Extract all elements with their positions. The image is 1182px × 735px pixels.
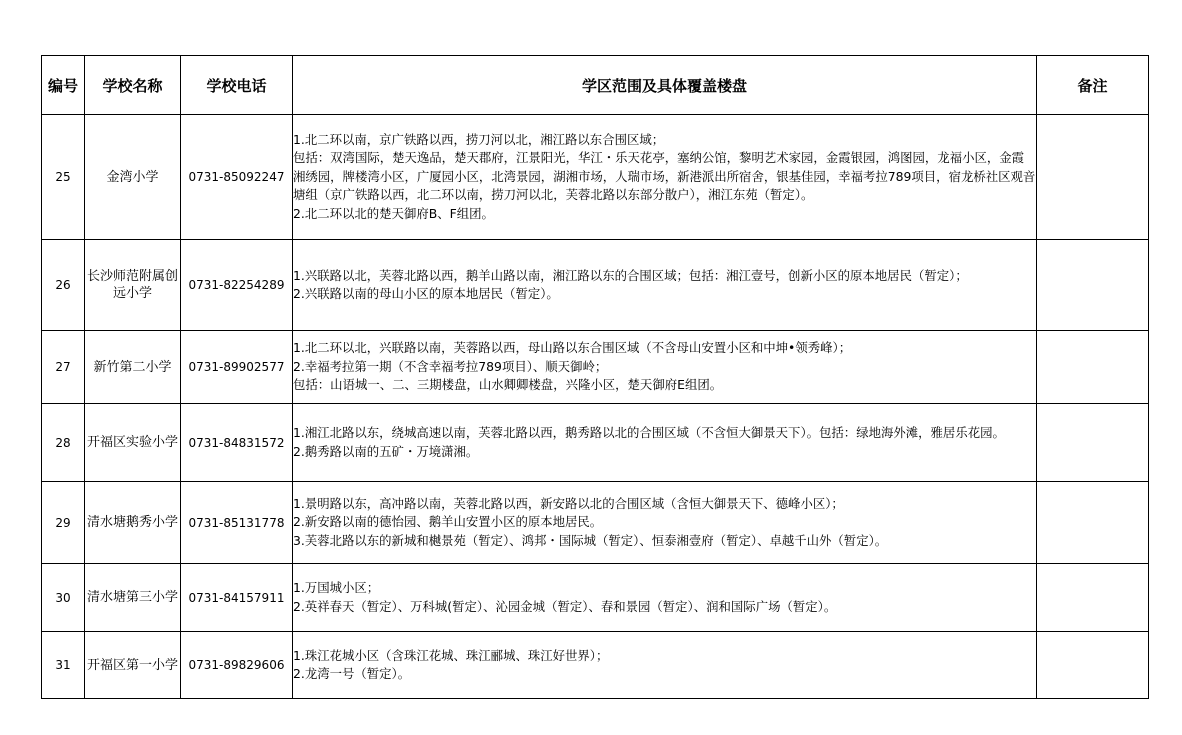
table-row — [42, 632, 1149, 699]
remark — [1037, 482, 1149, 564]
district-scope — [293, 115, 1037, 240]
scope-line: 2.新安路以南的德怡园、鹅羊山安置小区的原本地居民。 — [293, 514, 603, 530]
row-num: 26 — [42, 240, 85, 331]
district-scope — [293, 632, 1037, 699]
scope-line: 1.景明路以东，高冲路以南，芙蓉北路以西，新安路以北的合围区域（含恒大御景天下、德峰小区）； — [293, 495, 844, 511]
district-scope — [293, 331, 1037, 404]
table-row — [42, 115, 1149, 240]
scope-line: 包括：双湾国际，楚天逸品，楚天郡府，江景阳光，华江・乐天花亭，塞纳公馆，黎明艺术家园，金霞银园，鸿图园，龙福小区，金霞湘绣园，牌楼湾小区，广厦园小区，北湾景园，湖湘市场，人瑞市场，新港派出所宿舍，银基佳园，幸福考拉789项目，宿龙桥社区观音塘组（京广铁路以西，北二环以南，捞刀河以北，芙蓉北路以东部分散户），湘江东苑（暂定）。 — [293, 150, 1036, 203]
scope-line: 1.珠江花城小区（含珠江花城、珠江郦城、珠江好世界）； — [293, 647, 609, 663]
scope-line: 1.兴联路以北，芙蓉北路以西，鹅羊山路以南，湘江路以东的合围区域；包括：湘江壹号，创新小区的原本地居民（暂定）； — [293, 267, 968, 283]
scope-line: 1.万国城小区； — [293, 580, 380, 595]
scope-line: 2.英祥春天（暂定）、万科城(暂定）、沁园金城（暂定）、春和景园（暂定）、润和国际广场（暂定）。 — [293, 598, 837, 614]
scope-line: 2.北二环以北的楚天御府B、F组团。 — [293, 205, 494, 221]
table-row — [42, 240, 1149, 331]
district-scope — [293, 564, 1037, 632]
scope-line: 2.龙湾一号（暂定）。 — [293, 666, 411, 681]
header-school-name: 学校名称 — [85, 56, 181, 115]
scope-line: 1.湘江北路以东，绕城高速以南，芙蓉北路以西，鹅秀路以北的合围区域（不含恒大御景天下）。包括：绿地海外滩，雅居乐花园。 — [293, 425, 1005, 440]
school-phone: 0731-84831572 — [181, 404, 293, 482]
remark — [1037, 404, 1149, 482]
school-phone: 0731-89902577 — [181, 331, 293, 404]
table-row — [42, 564, 1149, 632]
header-remark: 备注 — [1037, 56, 1149, 115]
district-scope — [293, 240, 1037, 331]
school-name: 金湾小学 — [85, 115, 181, 240]
district-scope — [293, 404, 1037, 482]
school-name: 开福区第一小学 — [85, 632, 181, 699]
scope-line: 2.兴联路以南的母山小区的原本地居民（暂定）。 — [293, 286, 559, 301]
school-phone: 0731-84157911 — [181, 564, 293, 632]
scope-line: 2.鹅秀路以南的五矿・万境潇湘。 — [293, 443, 479, 459]
school-phone: 0731-89829606 — [181, 632, 293, 699]
scope-line: 1.北二环以北，兴联路以南，芙蓉路以西，母山路以东合围区域（不含母山安置小区和中坤•领秀峰）； — [293, 340, 852, 356]
school-district-table — [41, 55, 1149, 699]
school-name: 开福区实验小学 — [85, 404, 181, 482]
school-phone: 0731-82254289 — [181, 240, 293, 331]
row-num: 30 — [42, 564, 85, 632]
header-district-scope: 学区范围及具体覆盖楼盘 — [293, 56, 1037, 115]
district-scope — [293, 482, 1037, 564]
row-num: 28 — [42, 404, 85, 482]
scope-line: 1.北二环以南，京广铁路以西，捞刀河以北，湘江路以东合围区域； — [293, 131, 665, 147]
row-num: 31 — [42, 632, 85, 699]
table-row — [42, 331, 1149, 404]
remark — [1037, 564, 1149, 632]
school-name: 清水塘第三小学 — [85, 564, 181, 632]
school-name: 长沙师范附属创远小学 — [85, 240, 181, 331]
scope-line: 3.芙蓉北路以东的新城和樾景苑（暂定）、鸿邦・国际城（暂定）、恒泰湘壹府（暂定）、卓越千山外（暂定）。 — [293, 532, 888, 548]
header-num: 编号 — [42, 56, 85, 115]
school-name: 新竹第二小学 — [85, 331, 181, 404]
table-row — [42, 482, 1149, 564]
scope-line: 包括：山语城一、二、三期楼盘，山水卿卿楼盘，兴隆小区，楚天御府E组团。 — [293, 377, 723, 393]
row-num: 27 — [42, 331, 85, 404]
remark — [1037, 331, 1149, 404]
remark — [1037, 115, 1149, 240]
remark — [1037, 632, 1149, 699]
header-row — [42, 56, 1149, 115]
scope-line: 2.幸福考拉第一期（不含幸福考拉789项目）、顺天御岭； — [293, 358, 608, 374]
header-school-phone: 学校电话 — [181, 56, 293, 115]
school-phone: 0731-85131778 — [181, 482, 293, 564]
row-num: 29 — [42, 482, 85, 564]
school-phone: 0731-85092247 — [181, 115, 293, 240]
row-num: 25 — [42, 115, 85, 240]
school-name: 清水塘鹅秀小学 — [85, 482, 181, 564]
remark — [1037, 240, 1149, 331]
table-row — [42, 404, 1149, 482]
